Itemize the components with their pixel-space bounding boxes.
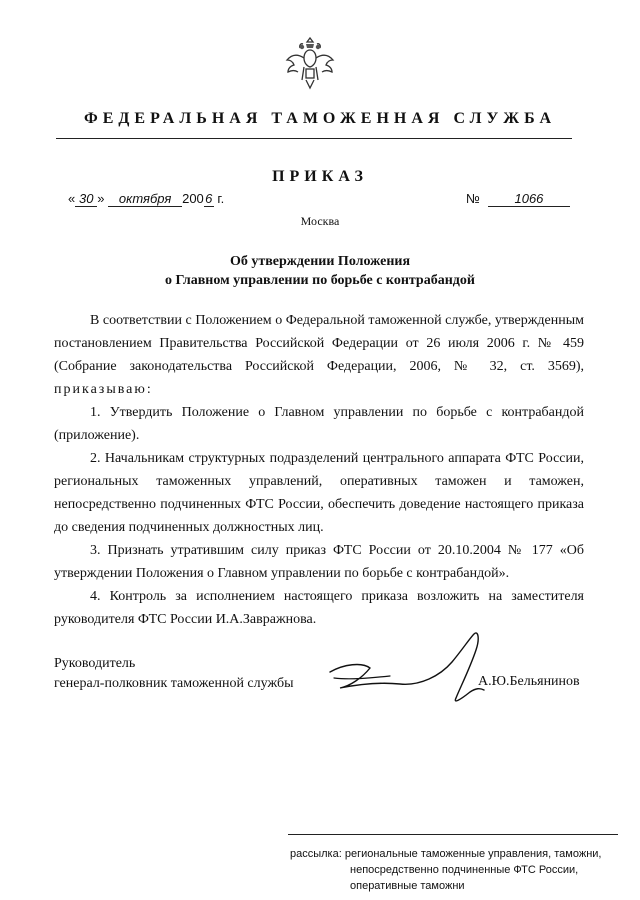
body-item-2: 2. Начальникам структурных подразделений центрального аппарата ФТС России, региональных таможенных управлений, оперативных таможен и таможен, непосредственно подчиненных ФТС России, обеспечить доведение настоящего приказа до сведения подчиненных должностных лиц.	[54, 451, 584, 535]
order-subject	[0, 252, 640, 290]
russian-double-headed-eagle-icon	[282, 36, 338, 92]
agency-name: ФЕДЕРАЛЬНАЯ ТАМОЖЕННАЯ СЛУЖБА	[83, 110, 557, 127]
subject-line-2: о Главном управлении по борьбе с контрабандой	[165, 273, 475, 288]
date-suffix: г.	[217, 191, 225, 206]
subject-line-1: Об утверждении Положения	[229, 254, 411, 269]
date-month: октября	[108, 191, 182, 207]
order-word: приказываю:	[54, 382, 153, 397]
handwritten-signature	[310, 628, 490, 708]
distribution-line-2: непосредственно подчиненные ФТС России,	[350, 864, 579, 876]
order-title: ПРИКАЗ	[272, 168, 368, 185]
order-date	[68, 191, 224, 207]
body-item-1: 1. Утвердить Положение о Главном управлении по борьбе с контрабандой (приложение).	[54, 405, 584, 443]
date-day: 30	[75, 191, 97, 207]
body-item-3: 3. Признать утратившим силу приказ ФТС России от 20.10.2004 № 177 «Об утверждении Положения о Главном управлении по борьбе с контрабандой».	[54, 543, 584, 581]
order-number	[466, 191, 570, 207]
intro-text: В соответствии с Положением о Федеральной таможенной службе, утвержденным постановлением Правительства Российской Федерации от 26 июля 2006 г. № 459 (Собрание законодательства Российской Федерации, 2006, № 32, ст. 3569),	[54, 313, 584, 374]
number-value: 1066	[488, 191, 570, 207]
date-year-suffix: 6	[205, 191, 213, 206]
date-open-quote: «	[68, 191, 76, 206]
signatory-name: А.Ю.Бельянинов	[478, 674, 580, 689]
header-divider	[56, 138, 572, 139]
distribution-line-3: оперативные таможни	[350, 880, 465, 892]
signatory-title-line-2: генерал-полковник таможенной службы	[54, 676, 294, 691]
date-close-quote: »	[97, 191, 105, 206]
order-body	[54, 309, 584, 631]
order-city: Москва	[300, 214, 340, 228]
number-sign: №	[466, 191, 480, 206]
signatory-title	[54, 654, 293, 694]
signatory-title-line-1: Руководитель	[54, 656, 136, 671]
date-year-prefix: 200	[182, 191, 204, 206]
body-item-4: 4. Контроль за исполнением настоящего приказа возложить на заместителя руководителя ФТС России И.А.Завражнова.	[54, 589, 584, 627]
distribution-divider	[288, 834, 618, 835]
body-intro	[54, 309, 584, 401]
distribution-list	[290, 846, 601, 894]
distribution-line-1: рассылка: региональные таможенные управления, таможни,	[290, 848, 602, 860]
